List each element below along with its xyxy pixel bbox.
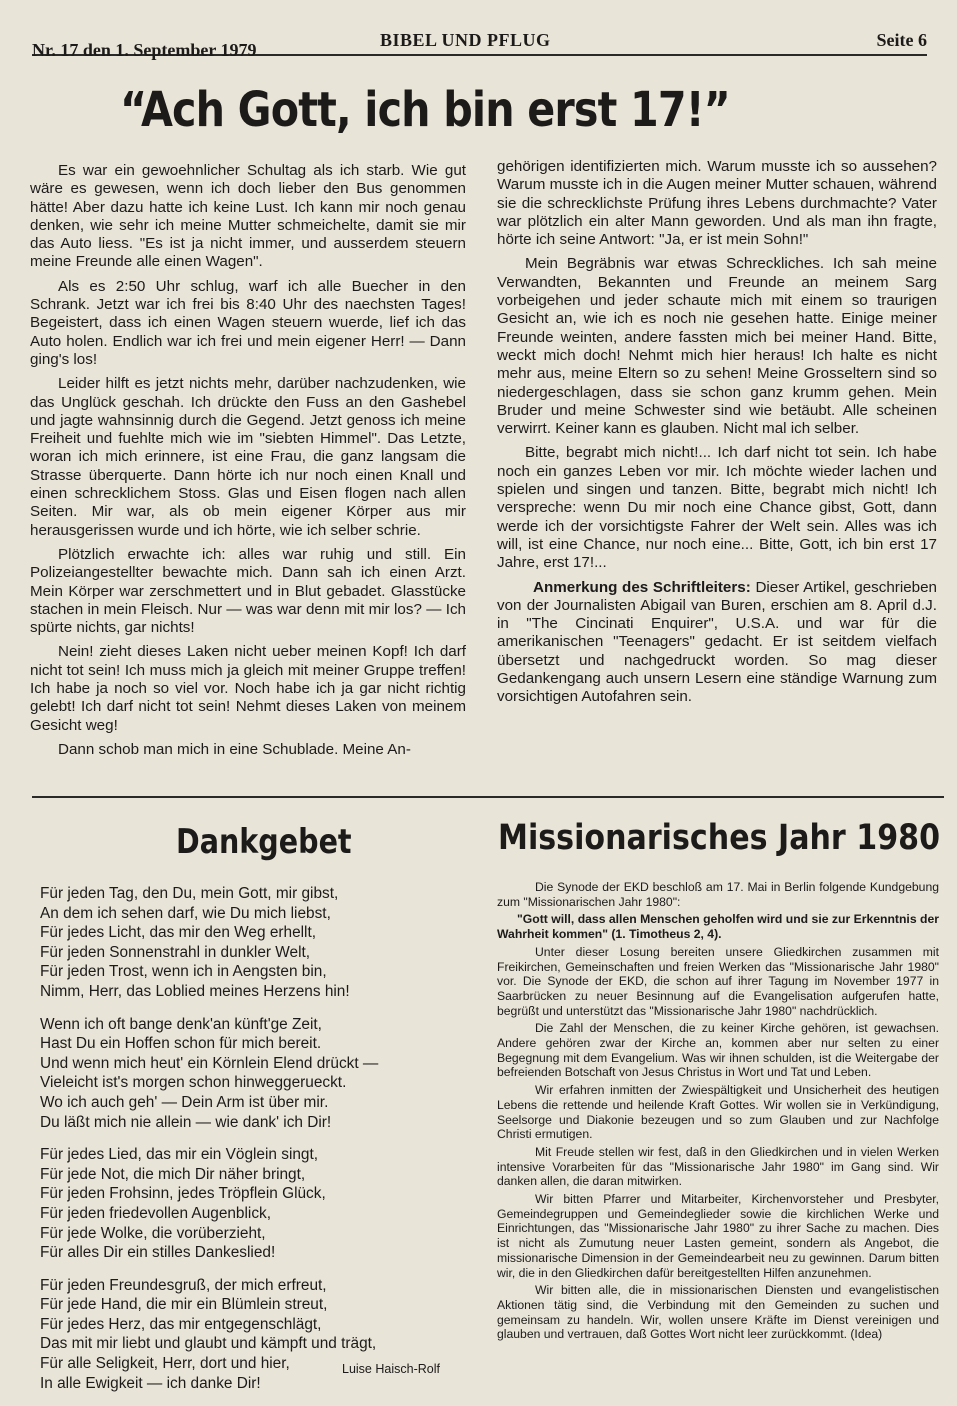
poem-stanza xyxy=(40,1015,460,1133)
missionary-article xyxy=(497,880,939,1345)
newspaper-name: BIBEL UND PFLUG xyxy=(380,30,551,50)
missionary-paragraph: Wir bitten alle, die in missionarischen Diensten und evangelistischen Aktionen tätig sind, die Verbindung mit den Gemeinden zu suchen und gemeinsam zu handeln. Wir, wollen unsere Kräfte im Dienst vereinigen und glauben und vertrauen, daß Gottes Wort nicht leer zurückkommt. (Idea) xyxy=(497,1283,939,1342)
poem-author: Luise Haisch-Rolf xyxy=(342,1362,440,1376)
poem-line: Für jeden Frohsinn, jedes Tröpflein Glück, xyxy=(40,1185,326,1203)
issue-date: Nr. 17 den 1. September 1979 xyxy=(32,40,257,60)
missionary-paragraph: Unter dieser Losung bereiten unsere Gliedkirchen zusammen mit Freikirchen, Gemeinschaften und freien Werken das "Missionarische Jahr 1980" vor. Die Synode der EKD, die schon auf ihrer Tagung im November 1977 in Saarbrücken zu neuer Besinnung auf die Evangelisation aufgerufen hatte, begrüßt und unterstützt das "Missionarische Jahr 1980" nachdrücklich. xyxy=(497,944,939,1018)
article-column-right xyxy=(497,158,937,713)
article-paragraph: Nein! zieht dieses Laken nicht ueber meinen Kopf! Ich darf nicht tot sein! Ich muss mich ja gleich mit meiner Gruppe treffen! Ich habe ja noch so viel vor. Noch habe ich ja gar nicht richtig gelebt! Ich darf nicht tot sein! Nehmt dieses Laken von meinem Gesicht weg! xyxy=(30,643,466,734)
missionary-intro: Die Synode der EKD beschloß am 17. Mai in Berlin folgende Kundgebung zum "Missionarischen Jahr 1980": xyxy=(497,880,939,909)
missionary-paragraph: Wir bitten Pfarrer und Mitarbeiter, Kirchenvorsteher und Presbyter, Gemeindegruppen und Gemeindeglieder sowie die kirchlichen Werke und Einrichtungen, das "Missionarische Jahr 1980" zu ihrer Sache zu machen. Dies ist nicht als Zumutung neuer Lasten gemeint, sondern als Angebot, die missionarische Dimension in der Gemeindearbeit neu zu gewinnen. Darum bitten wir, die in den Gliedkirchen dafür bereitgestellten Hilfen anzunehmen. xyxy=(497,1192,939,1280)
editor-note-label: Anmerkung des Schriftleiters: xyxy=(533,578,751,596)
poem-line: Vieleicht ist's morgen schon hinweggerueckt. xyxy=(40,1074,347,1092)
poem-line: Für jeden friedevollen Augenblick, xyxy=(40,1204,272,1222)
article-paragraph: Leider hilft es jetzt nichts mehr, darüber nachzudenken, wie das Unglück geschah. Ich drückte den Fuss an den Gashebel und jagte wahnsinnig durch die Gegend. Jetzt genoss ich meine Freiheit und fuehlte mich wie im "siebten Himmel". Das Letzte, woran ich mich erinnere, ist eine Frau, die ganz langsam die Strasse überquerte. Dann hörte ich nur noch einen Knall und einen schrecklichem Stoss. Glas und Eisen flogen nach allen Seiten. Mir war, als ob mein eigener Körper aus mir herausgerissen wurde und ich hörte, wie ich selber schrie. xyxy=(30,375,466,539)
poem-line: Für jedes Herz, das mir entgegenschlägt, xyxy=(40,1315,322,1333)
editor-note xyxy=(497,579,937,707)
poem-line: An dem ich sehen darf, wie Du mich liebst, xyxy=(40,904,331,922)
poem-line: Für alles Dir ein stilles Dankeslied! xyxy=(40,1244,276,1262)
article-paragraph: Als es 2:50 Uhr schlug, warf ich alle Buecher in den Schrank. Jetzt war ich frei bis 8:40 Uhr des naechsten Tages! Begeistert, dass ich einen Wagen steuern wuerde, lief ich das Auto holen. Endlich war ich frei und mein eigener Herr! — Dann ging's los! xyxy=(30,277,466,368)
poem-line: In alle Ewigkeit — ich danke Dir! xyxy=(40,1374,261,1392)
editor-note-text: Dieser Artikel, geschrieben von der Journalisten Abigail van Buren, erschien am 8. April d.J. in "The Cincinati Enquirer", U.S.A. und war für die amerikanischen "Teenagers" gedacht. Er ist seitdem vielfach übersetzt und nachgedruckt worden. So mag dieser Gedankengang auch unsern Lesern eine ständige Warnung zum vorsichtigen Autofahren sein. xyxy=(497,578,937,706)
masthead xyxy=(32,28,927,60)
poem-line: Für jede Wolke, die vorüberzieht, xyxy=(40,1224,266,1242)
poem-line: Für jede Not, die mich Dir näher bringt, xyxy=(40,1165,306,1183)
page-number: Seite 6 xyxy=(876,30,927,50)
article-column-left xyxy=(30,162,466,765)
poem-stanza xyxy=(40,884,460,1002)
poem-line: Für jeden Tag, den Du, mein Gott, mir gibst, xyxy=(40,885,339,902)
article-paragraph: Es war ein gewoehnlicher Schultag als ich starb. Wie gut wäre es gewesen, wenn ich doch lieber den Bus genommen hätte! Aber dazu hatte ich keine Lust. Ich kann mir noch genau denken, wie sehr ich meine Mutter schmeichelte, damit sie mir das Auto liess. "Es ist ja nicht immer, und ausserdem steuern meine Freunde alle einen Wagen". xyxy=(30,162,466,271)
article-paragraph: Bitte, begrabt mich nicht!... Ich darf nicht tot sein. Ich habe noch ein ganzes Leben vor mir. Ich möchte wieder lachen und spielen und singen und tanzen. Bitte, begrabt mich nicht! Ich verspreche: wenn Du mir noch eine Chance gibst, Gott, dann werde ich der vorsichtigste Fahrer der Welt sein. Alles was ich will, ist eine Chance, nur noch eine... Bitte, Gott, ich bin erst 17 Jahre, erst 17!... xyxy=(497,444,937,572)
poem-line: Hast Du ein Hoffen schon für mich bereit. xyxy=(40,1035,322,1053)
missionary-paragraph: Mit Freude stellen wir fest, daß in den Gliedkirchen und in vielen Werken intensive Vorarbeiten für das "Missionarische Jahr 1980" im Gang sind. Wir danken allen, die daran mitwirken. xyxy=(497,1144,939,1189)
poem-line: Für alle Seligkeit, Herr, dort und hier, xyxy=(40,1355,290,1373)
poem-line: Für jedes Licht, das mir den Weg erhellt, xyxy=(40,924,317,942)
article-headline: “Ach Gott, ich bin erst 17!” xyxy=(120,82,730,138)
poem-line: Wo ich auch geh' — Dein Arm ist über mir. xyxy=(40,1093,329,1111)
poem-line: Und wenn mich heut' ein Körnlein Elend drückt — xyxy=(40,1054,379,1072)
article-paragraph: gehörigen identifizierten mich. Warum musste ich so aussehen? Warum musste ich in die Augen meiner Mutter schauen, während sie die schrecklichste Prüfung ihres Lebens durchmachte? Vater war plötzlich ein alter Mann geworden. Und als man ihn fragte, hörte ich seine Antwort: "Ja, er ist mein Sohn!" xyxy=(497,158,937,249)
poem-line: Das mit mir liebt und glaubt und kämpft und trägt, xyxy=(40,1335,377,1353)
missionary-motto: "Gott will, dass allen Menschen geholfen wird und sie zur Erkenntnis der Wahrheit kommen" (1. Timotheus 2, 4). xyxy=(497,912,939,942)
poem-line: Für jede Hand, die mir ein Blümlein streut, xyxy=(40,1296,328,1314)
poem-line: Du läßt mich nie allein — wie dank' ich Dir! xyxy=(40,1113,332,1131)
poem-line: Für jeden Freundesgruß, der mich erfreut, xyxy=(40,1276,327,1294)
dankgebet-title: Dankgebet xyxy=(176,822,352,862)
poem-line: Für jedes Lied, das mir ein Vöglein singt, xyxy=(40,1146,319,1164)
missionary-paragraph: Wir erfahren inmitten der Zwiespältigkeit und Unsicherheit des heutigen Lebens die rettende und heilende Kraft Gottes. Wir wollen sie in Verkündigung, Seelsorge und Diakonie bezeugen und so zum Glauben und zur Nachfolge Christi ermutigen. xyxy=(497,1083,939,1142)
article-paragraph: Dann schob man mich in eine Schublade. Meine An- xyxy=(58,740,411,758)
article-paragraph: Plötzlich erwachte ich: alles war ruhig und still. Ein Polizeiangestellter bewachte mich. Dann sah ich einen Arzt. Mein Körper war zerschmettert und in Blut gebadet. Glasstücke stachen in mein Fleisch. Nur — was war denn mit mir los? — Ich spürte nichts, gar nichts! xyxy=(30,545,466,637)
missionary-title: Missionarisches Jahr 1980 xyxy=(498,818,941,858)
poem-line: Für jeden Trost, wenn ich in Aengsten bin, xyxy=(40,963,327,981)
poem-line: Für jeden Sonnenstrahl in dunkler Welt, xyxy=(40,943,311,961)
dankgebet-poem xyxy=(40,884,460,1406)
article-paragraph: Mein Begräbnis war etwas Schreckliches. Ich sah meine Verwandten, Bekannten und Freunde an meinem Sarg vorbeigehen und jeder schaute mich mit einem so traurigen Gesicht an, wie ich es noch nie gesehen hatte. Einige meiner Freunde weinten, andere fassten mich bei meiner Hand. Bitte, weckt mich doch! Nehmt mich hier heraus! Ich halte es nicht mehr aus, meine Eltern so zu sehen! Meine Grosseltern sind so niedergeschlagen, dass sie schon ganz krumm gehen. Mein Bruder und meine Schwester sind wie betäubt. Alle scheinen verwirrt. Keiner kann es glauben. Nicht mal ich selber. xyxy=(497,255,937,438)
section-divider xyxy=(32,796,944,798)
poem-stanza xyxy=(40,1145,460,1263)
poem-line: Nimm, Herr, das Loblied meines Herzens hin! xyxy=(40,982,350,1000)
poem-line: Wenn ich oft bange denk'an künft'ge Zeit, xyxy=(40,1015,322,1033)
missionary-paragraph: Die Zahl der Menschen, die zu keiner Kirche gehören, ist gewachsen. Andere gehören zwar der Kirche an, kommen aber nur selten zu einer Begegnung mit dem Evangelium. Was wir ihnen schulden, ist die Weitergabe der befreienden Botschaft von Jesus Christus in Wort und Tat und Leben. xyxy=(497,1021,939,1080)
